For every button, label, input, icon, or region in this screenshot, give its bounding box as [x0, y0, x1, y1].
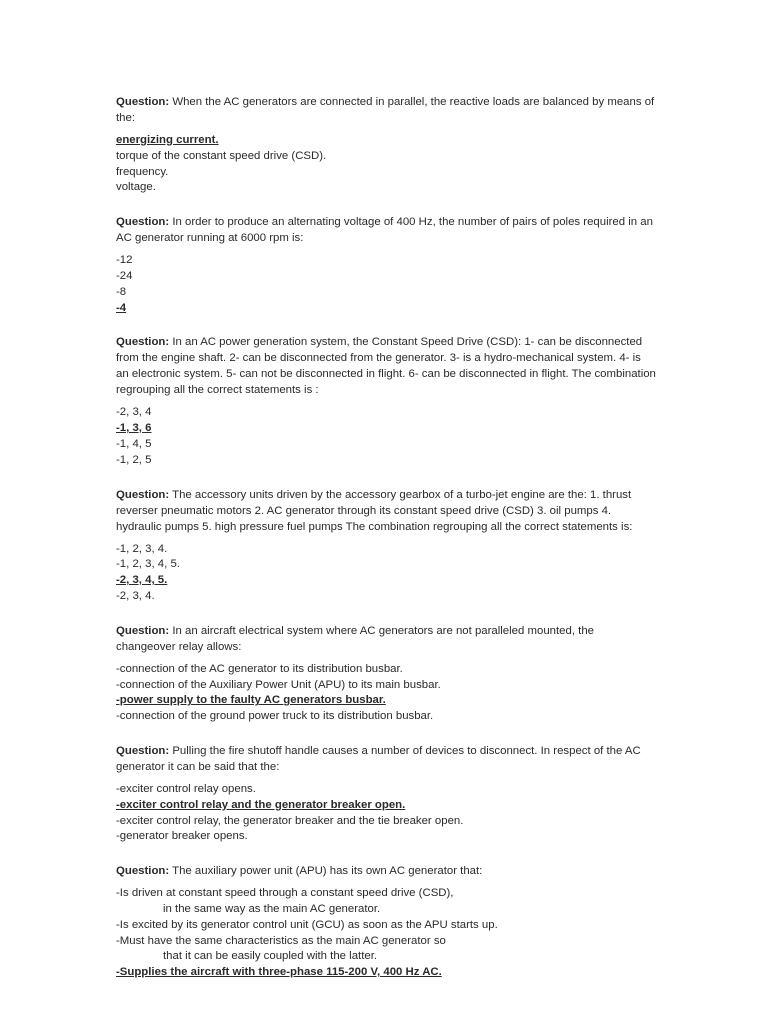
answer-option: -Is excited by its generator control unit (GCU) as soon as the APU starts up.: [116, 918, 498, 931]
question-label: Question:: [116, 865, 170, 878]
answer-option-continuation: in the same way as the main AC generator.: [163, 902, 381, 915]
answer-option-line: -Must have the same characteristics as the main AC generator so: [116, 934, 446, 947]
answer-option: -8: [116, 285, 127, 298]
answer-option: -2, 3, 4.: [116, 589, 155, 602]
question-text: [116, 863, 656, 879]
answer-option-correct: -Supplies the aircraft with three-phase 115-200 V, 400 Hz AC.: [116, 966, 442, 979]
question-label: Question:: [116, 336, 170, 349]
answer-option-correct: -exciter control relay and the generator breaker open.: [116, 798, 406, 811]
question-label: Question:: [116, 744, 170, 757]
answer-option: -exciter control relay, the generator breaker and the tie breaker open.: [116, 814, 464, 827]
question-label: Question:: [116, 96, 170, 108]
answer-option: torque of the constant speed drive (CSD).: [116, 149, 327, 162]
answer-option: -24: [116, 269, 133, 282]
answer-option: -1, 2, 3, 4.: [116, 542, 168, 555]
answer-option-correct: -4: [116, 301, 127, 314]
answer-option-correct: -2, 3, 4, 5.: [116, 574, 168, 587]
question-text: [116, 487, 656, 535]
answer-option: -1, 2, 3, 4, 5.: [116, 558, 180, 571]
question-label: Question:: [116, 488, 170, 501]
document-page: [116, 94, 656, 999]
question-body: The accessory units driven by the accessory gearbox of a turbo-jet engine are the: 1. thrust reverser pneumatic motors 2. AC generator through its constant speed drive (CSD) 3. oil pumps 4. hydraulic pumps 5. high pressure fuel pumps The combination regrouping all the correct statements is:: [116, 488, 633, 533]
question-label: Question:: [116, 624, 170, 637]
answer-option: [116, 934, 656, 966]
answer-option: -1, 2, 5: [116, 453, 152, 466]
question-text: [116, 214, 656, 246]
answer-option: frequency.: [116, 165, 169, 178]
question-body: The auxiliary power unit (APU) has its own AC generator that:: [172, 865, 483, 878]
answer-option: -connection of the ground power truck to its distribution busbar.: [116, 710, 434, 723]
answer-option: [116, 886, 656, 918]
answer-option-continuation: that it can be easily coupled with the latter.: [163, 950, 378, 963]
answer-option: -1, 4, 5: [116, 437, 152, 450]
answer-option: -exciter control relay opens.: [116, 782, 256, 795]
answer-option: -generator breaker opens.: [116, 830, 248, 843]
question-body: Pulling the fire shutoff handle causes a number of devices to disconnect. In respect of the AC generator it can be said that the:: [116, 744, 641, 773]
answer-option: -connection of the Auxiliary Power Unit (APU) to its main busbar.: [116, 678, 441, 691]
answer-option-correct: energizing current.: [116, 134, 219, 146]
answer-option-correct: -1, 3, 6: [116, 422, 152, 435]
question-block: [116, 743, 656, 845]
answer-option: voltage.: [116, 181, 156, 194]
question-body: When the AC generators are connected in parallel, the reactive loads are balanced by means of the:: [116, 96, 655, 124]
question-text: [116, 334, 656, 398]
question-text: [116, 623, 656, 655]
question-label: Question:: [116, 216, 170, 229]
question-body: In order to produce an alternating voltage of 400 Hz, the number of pairs of poles required in an AC generator running at 6000 rpm is:: [116, 216, 653, 245]
answer-option: -2, 3, 4: [116, 406, 152, 419]
answer-option: -12: [116, 254, 133, 267]
question-body: In an aircraft electrical system where AC generators are not paralleled mounted, the changeover relay allows:: [116, 624, 594, 653]
question-text: [116, 94, 656, 126]
question-block: [116, 623, 656, 725]
question-body: In an AC power generation system, the Constant Speed Drive (CSD): 1- can be disconnected from the engine shaft. 2- can be disconnected from the generator. 3- is a hydro-mechanical system. 4- is an electronic system. 5- can not be disconnected in flight. 6- can be disconnected in flight. The combination regrouping all the correct statements is :: [116, 336, 656, 397]
answer-option: -connection of the AC generator to its distribution busbar.: [116, 662, 403, 675]
question-block: [116, 334, 656, 468]
question-text: [116, 743, 656, 775]
answer-option-correct: -power supply to the faulty AC generators busbar.: [116, 694, 386, 707]
question-block: [116, 863, 656, 981]
answer-option-line: -Is driven at constant speed through a constant speed drive (CSD),: [116, 887, 454, 900]
question-block: [116, 487, 656, 605]
question-block: [116, 94, 656, 196]
question-block: [116, 214, 656, 316]
